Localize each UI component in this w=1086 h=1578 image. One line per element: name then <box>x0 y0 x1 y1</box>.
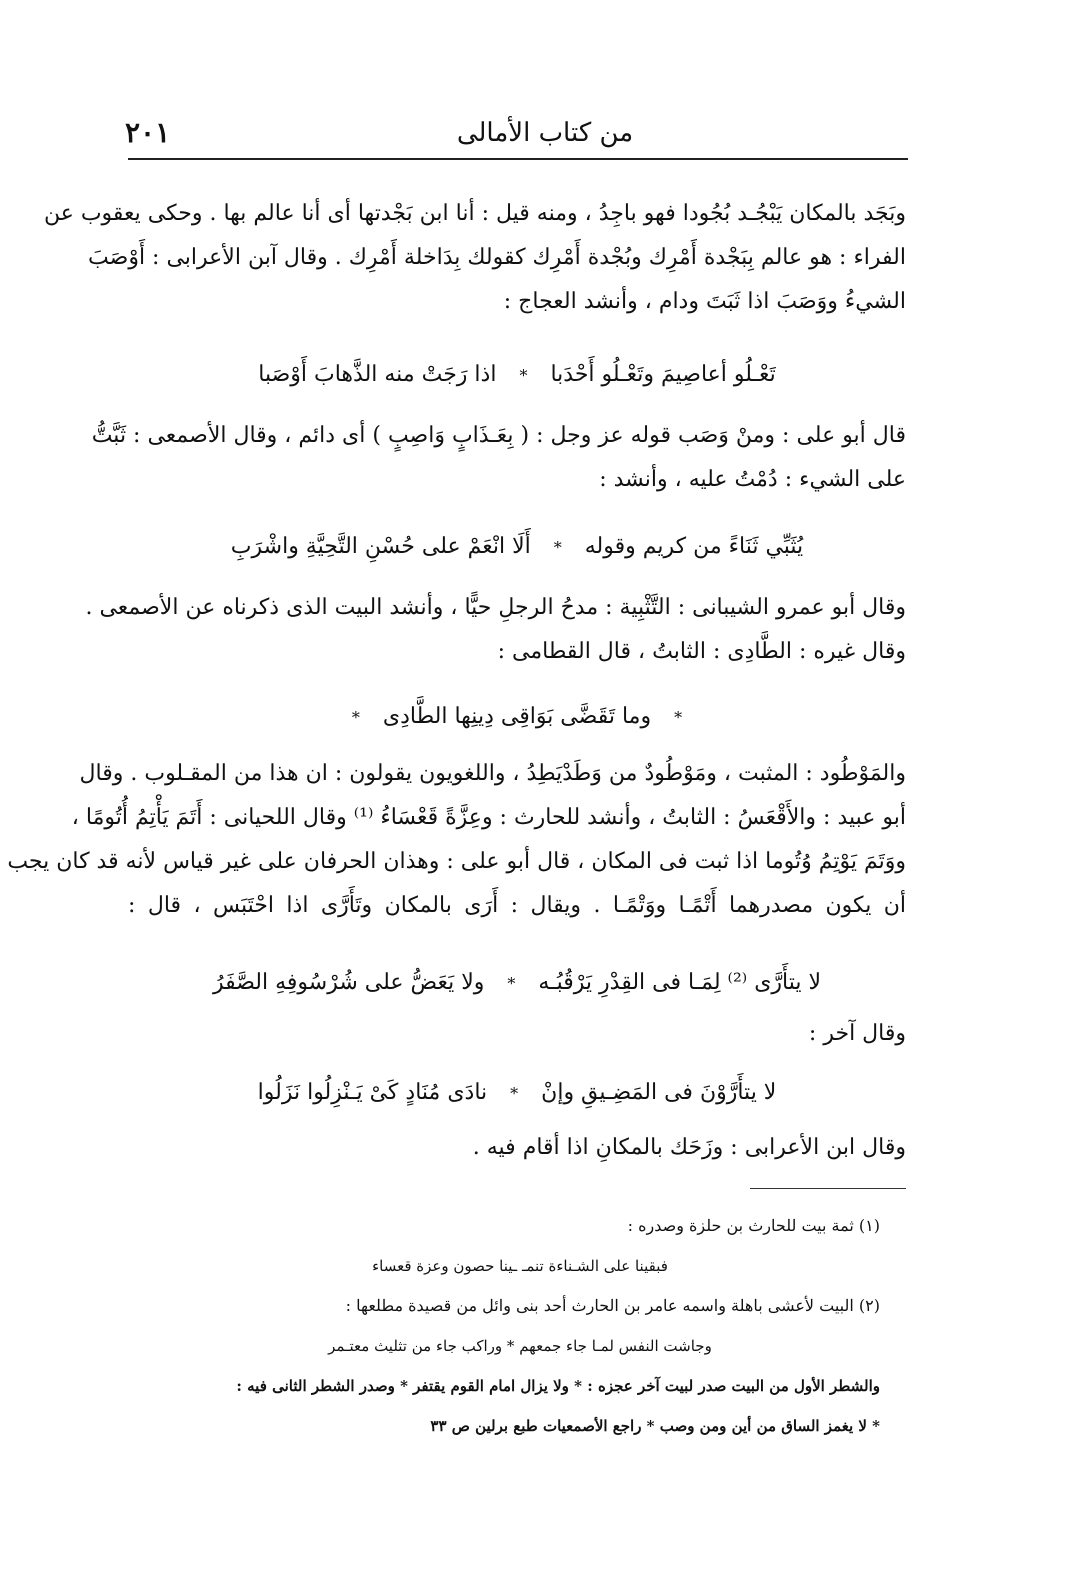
verse-hemistich-left: ولا يَعَضُّ على شُرْسُوفِهِ الصَّفَرُ <box>212 970 485 995</box>
verse-3 <box>128 690 906 744</box>
star-separator: * <box>507 974 516 993</box>
verse-4 <box>128 956 906 1010</box>
star-separator: * <box>553 538 562 557</box>
star-separator: * <box>351 708 360 727</box>
text-block-3 <box>85 586 906 674</box>
text-line: وبَجَد بالمكان يَبْجُـد بُجُودا فهو باجِدُ ، ومنه قيل : أنا ابن بَجْدتها أى أنا عالم بها . وحكى يعقوب عن <box>43 201 906 226</box>
text-line: أن يكون مصدرهما أَتْمًـا ووَتْمًـا . ويقال : أَرَى بالمكان وتَأَرَّى اذا احْتَبَس ، قال : <box>128 893 906 918</box>
footnote-1: (١) ثمة بيت للحارث بن حلزة وصدره : <box>627 1216 880 1235</box>
footnotes <box>160 1206 880 1446</box>
footnote-3: والشطر الأول من البيت صدر لبيت آخر عجزه : * ولا يزال امام القوم يقتفر * وصدر الشطر الثانى فيه : <box>236 1377 880 1395</box>
star-separator: * <box>510 1084 519 1103</box>
text-block-4 <box>7 752 906 928</box>
text-line: على الشيء : دُمْتُ عليه ، وأنشد : <box>599 467 906 492</box>
running-title: من كتاب الأمالى <box>456 118 634 148</box>
text-block-1 <box>43 192 906 324</box>
verse-2 <box>128 520 906 574</box>
header-rule <box>128 158 908 160</box>
footnote-2-verse: وجاشت النفس لمـا جاء جمعهم * وراكب جاء من تثليث معتـمر <box>328 1337 712 1355</box>
verse-5 <box>128 1066 906 1120</box>
verse-hemistich-right: يُثَبِّي ثَنَاءً من كريم وقوله <box>584 534 804 559</box>
page-number: ٢٠١ <box>125 116 171 149</box>
text-block-5 <box>128 1012 906 1056</box>
verse-single: وما تَقَضَّى بَوَاقِى دِينِها الطَّادِى <box>382 704 652 729</box>
verse-1 <box>128 348 906 402</box>
footnote-4: * لا يغمز الساق من أين ومن وصب * راجع الأصمعيات طبع برلين ص ٣٣ <box>430 1417 880 1435</box>
text-line: وقال ابن الأعرابى : وزَحَك بالمكانِ اذا أقام فيه . <box>472 1135 906 1160</box>
star-separator: * <box>519 366 528 385</box>
text-line: الشيءُ ووَصَبَ اذا ثَبَتَ ودام ، وأنشد العجاج : <box>503 289 906 314</box>
verse-hemistich-right: لا يتأَرَّى ⁽²⁾ لِمَـا فى القِدْرِ يَرْقُبُـه <box>538 970 822 995</box>
text-line: ووَتَمَ يَوْتِمُ وُتُوما اذا ثبت فى المكان ، قال أبو على : وهذان الحرفان على غير قياس لأنه قد كان يجب <box>7 849 906 874</box>
footnote-rule <box>750 1188 906 1189</box>
text-line: الفراء : هو عالم بِبَجْدة أَمْرِك وبُجْدة أَمْرِك كقولك بِدَاخلة أَمْرِك . وقال آبن الأعرابى : أَوْصَبَ <box>88 245 906 270</box>
verse-hemistich-left: اذا رَجَتْ منه الذَّهابَ أَوْصَبا <box>258 362 497 387</box>
text-block-2 <box>91 414 906 502</box>
text-line: والمَوْطُود : المثبت ، ومَوْطُودٌ من وَطَدْيَطِدُ ، واللغويون يقولون : ان هذا من المقـلوب . وقال <box>79 761 906 786</box>
text-block-6 <box>128 1126 906 1170</box>
verse-hemistich-right: لا يتأَرَّوْنَ فى المَضِـيقِ وإنْ <box>541 1080 777 1105</box>
text-line: وقال غيره : الطَّادِى : الثابتُ ، قال القطامى : <box>497 639 906 664</box>
footnote-2: (٢) البيت لأعشى باهلة واسمه عامر بن الحارث أحد بنى وائل من قصيدة مطلعها : <box>345 1296 880 1315</box>
text-line: وقال آخر : <box>808 1021 906 1046</box>
verse-hemistich-right: تَعْـلُو أعاصِيمَ وتَعْـلُو أَحْدَبا <box>550 362 776 387</box>
text-line: وقال أبو عمرو الشيبانى : التَّثْبِية : مدحُ الرجلِ حيًّا ، وأنشد البيت الذى ذكرناه عن الأصمعى . <box>85 595 906 620</box>
verse-hemistich-left: نادَى مُنَادٍ كَىْ يَـنْزِلُوا نَزَلُوا <box>257 1080 488 1105</box>
text-line: أبو عبيد : والأَقْعَسُ : الثابتُ ، وأنشد للحارث : وعِزَّةً قَعْسَاءُ ⁽¹⁾ وقال اللحيانى : أَتَمَ يَأْتِمُ أُتُومًا ، <box>71 805 906 830</box>
star-separator: * <box>674 708 683 727</box>
footnote-1-verse: فبقينا على الشـناءة تنمـ ـينا حصون وعزة قعساء <box>372 1257 668 1275</box>
verse-hemistich-left: أَلَا انْعَمْ على حُسْنِ التَّحِيَّةِ واشْرَبِ <box>230 534 531 559</box>
text-line: قال أبو على : ومنْ وَصَب قوله عز وجل : ( بِعَـذَابٍ وَاصِبٍ ) أى دائم ، وقال الأصمعى : ثَبَّتُّ <box>91 423 906 448</box>
